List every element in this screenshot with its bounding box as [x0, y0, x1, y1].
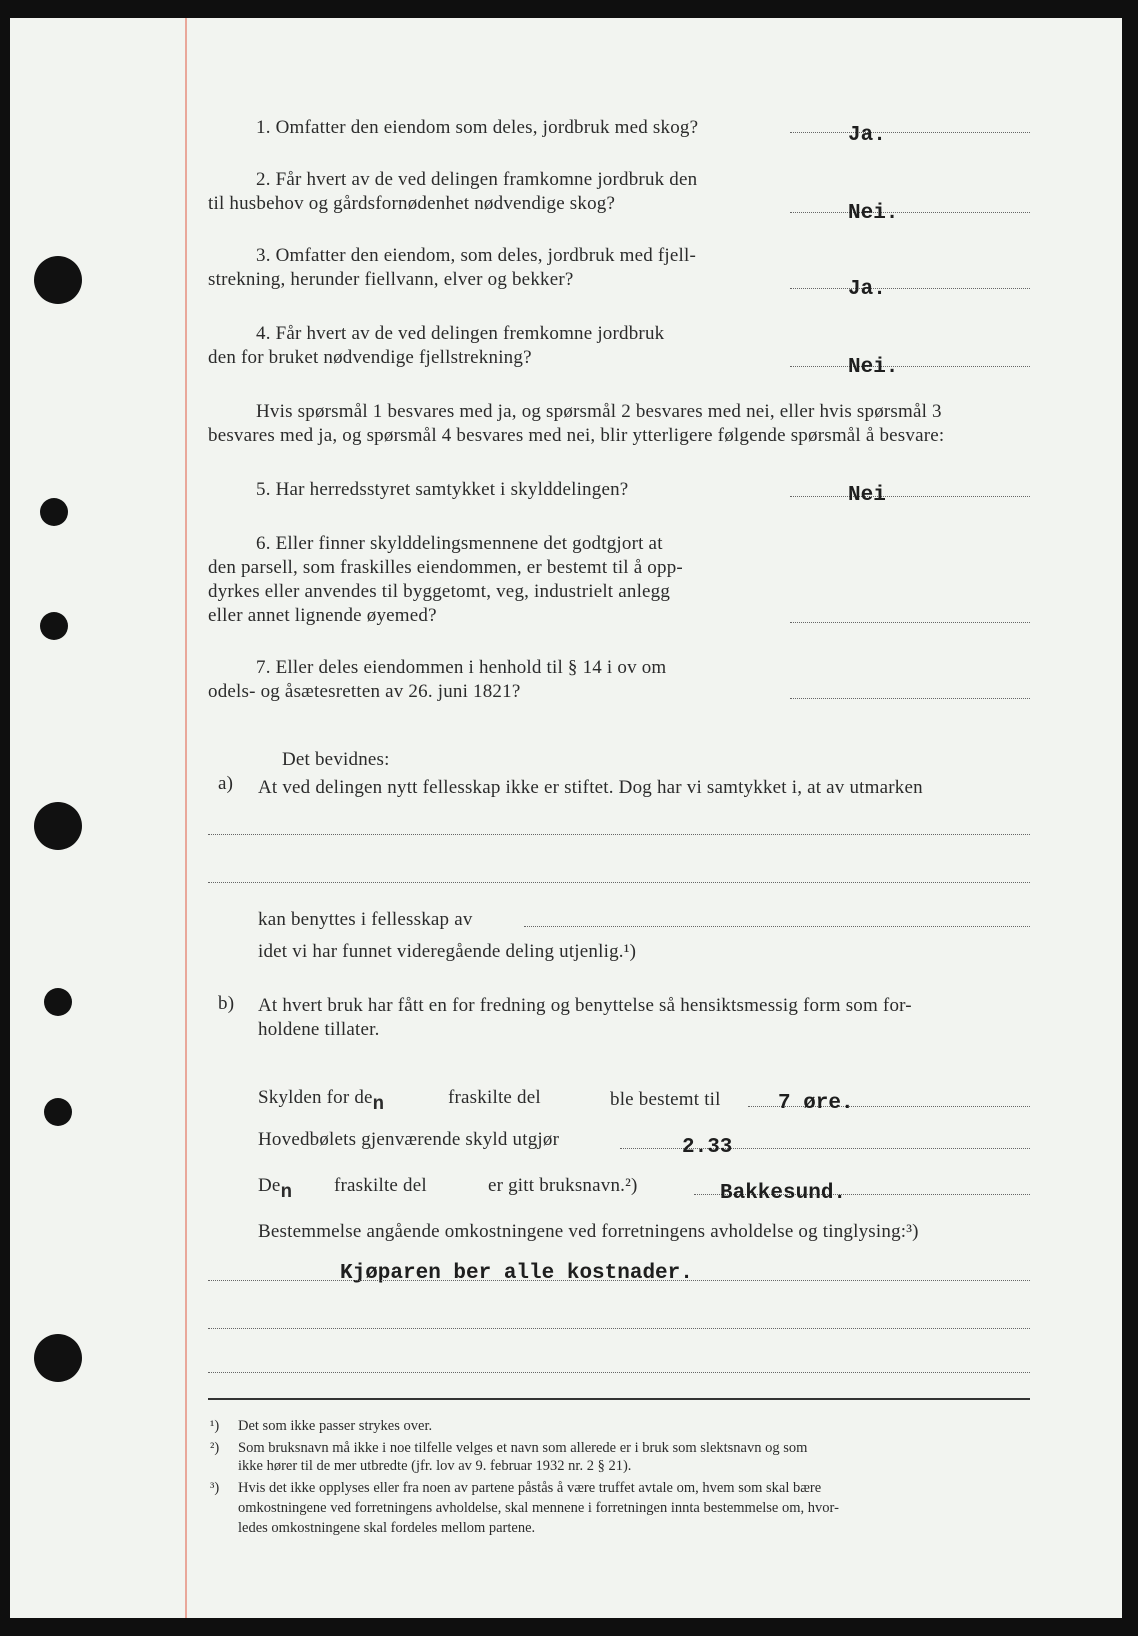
- omk-value: Kjøparen ber alle kostnader.: [340, 1262, 693, 1285]
- fill-line: [208, 1328, 1030, 1329]
- answer-line: [790, 212, 1030, 213]
- question-text: Eller deles eiendommen i henhold til § 14 i ov om: [275, 657, 667, 678]
- question-text: Omfatter den eiendom som deles, jordbruk med skog?: [275, 117, 699, 138]
- answer-1: Ja.: [848, 124, 886, 147]
- hoved-label: Hovedbølets gjenværende skyld utgjør: [258, 1129, 560, 1150]
- footnote-2-text-2: ikke hører til de mer utbredte (jfr. lov av 9. februar 1932 nr. 2 § 21).: [238, 1458, 632, 1474]
- fill-line: [208, 1280, 1030, 1281]
- question-number: 5.: [256, 479, 271, 500]
- omk-label: Bestemmelse angående omkostningene ved forretningens avholdelse og tinglysing:³): [258, 1221, 919, 1242]
- question-number: 2.: [256, 169, 271, 190]
- fill-line: [208, 882, 1030, 883]
- fill-line: [524, 926, 1030, 927]
- fill-line: [208, 1372, 1030, 1373]
- question-text: Eller finner skylddelingsmennene det godtgjort at: [275, 533, 663, 554]
- condition-line-1: Hvis spørsmål 1 besvares med ja, og spørsmål 2 besvares med nei, eller hvis spørsmål 3: [256, 401, 942, 422]
- navn-mid: fraskilte del: [334, 1175, 427, 1196]
- question-2: [256, 168, 697, 192]
- question-3: [256, 244, 696, 268]
- footnote-3-text-2: omkostningene ved forretningens avholdelse, skal mennene i forretningen innta bestemmelse om, hvor-: [238, 1500, 839, 1516]
- answer-5: Nei: [848, 484, 886, 507]
- punch-hole: [34, 256, 82, 304]
- navn-suffix: er gitt bruksnavn.²): [488, 1175, 638, 1196]
- punch-hole: [34, 802, 82, 850]
- question-2-line-2: til husbehov og gårdsfornødenhet nødvendige skog?: [208, 193, 616, 214]
- hoved-value: 2.33: [682, 1136, 733, 1159]
- punch-hole: [44, 988, 72, 1016]
- question-6: [256, 532, 663, 556]
- footnote-2-text-1: Som bruksnavn må ikke i noe tilfelle velges et navn som allerede er i bruk som slektsnavn og som: [238, 1440, 808, 1456]
- footnote-1-mark: ¹): [210, 1418, 220, 1434]
- attest-b-label: b): [218, 993, 235, 1014]
- answer-2: Nei.: [848, 202, 899, 225]
- question-number: 3.: [256, 245, 271, 266]
- question-6-line-2: den parsell, som fraskilles eiendommen, er bestemt til å opp-: [208, 557, 683, 578]
- navn-value: Bakkesund.: [720, 1182, 847, 1205]
- skyld-label: Skylden for den: [258, 1087, 385, 1115]
- answer-line: [790, 496, 1030, 497]
- punch-hole: [40, 498, 68, 526]
- attest-a-text: At ved delingen nytt fellesskap ikke er stiftet. Dog har vi samtykket i, at av utmarken: [258, 777, 923, 798]
- skyld-mid: fraskilte del: [448, 1087, 541, 1108]
- attest-a-label: a): [218, 773, 234, 794]
- attest-heading: Det bevidnes:: [282, 749, 390, 770]
- footnote-rule: [208, 1398, 1030, 1400]
- question-text: Omfatter den eiendom, som deles, jordbruk med fjell-: [275, 245, 696, 266]
- margin-line: [185, 18, 187, 1618]
- answer-line: [790, 366, 1030, 367]
- punch-hole: [40, 612, 68, 640]
- attest-b-text-1: At hvert bruk har fått en for fredning og benyttelse så hensiktsmessig form som for-: [258, 995, 912, 1016]
- condition-line-2: besvares med ja, og spørsmål 4 besvares med nei, blir ytterligere følgende spørsmål å besvare:: [208, 425, 945, 446]
- question-number: 7.: [256, 657, 271, 678]
- answer-line: [790, 288, 1030, 289]
- footnote-3-mark: ³): [210, 1480, 220, 1496]
- question-1: [256, 116, 698, 140]
- question-4: [256, 322, 664, 346]
- skyld-value: 7 øre.: [778, 1092, 854, 1115]
- typed-n: n: [280, 1181, 293, 1203]
- attest-b-text-2: holdene tillater.: [258, 1019, 380, 1040]
- punch-hole: [44, 1098, 72, 1126]
- question-7-line-2: odels- og åsætesretten av 26. juni 1821?: [208, 681, 521, 702]
- footnote-3-text-1: Hvis det ikke opplyses eller fra noen av partene påstås å være truffet avtale om, hvem som skal bære: [238, 1480, 822, 1496]
- question-5: [256, 478, 628, 502]
- question-6-line-4: eller annet lignende øyemed?: [208, 605, 437, 626]
- answer-3: Ja.: [848, 278, 886, 301]
- answer-line: [790, 622, 1030, 623]
- attest-a-line-2: kan benyttes i fellesskap av: [258, 909, 473, 930]
- question-number: 1.: [256, 117, 271, 138]
- attest-a-line-3: idet vi har funnet videregående deling utjenlig.¹): [258, 941, 637, 962]
- skyld-suffix: ble bestemt til: [610, 1089, 721, 1110]
- question-text: Får hvert av de ved delingen fremkomne jordbruk: [275, 323, 665, 344]
- question-text: Har herredsstyret samtykket i skylddelingen?: [275, 479, 629, 500]
- punch-hole: [34, 1334, 82, 1382]
- navn-label: Den: [258, 1175, 293, 1203]
- question-number: 6.: [256, 533, 271, 554]
- question-3-line-2: strekning, herunder fiellvann, elver og bekker?: [208, 269, 574, 290]
- answer-line: [790, 132, 1030, 133]
- fill-line: [208, 834, 1030, 835]
- question-text: Får hvert av de ved delingen framkomne jordbruk den: [275, 169, 698, 190]
- footnote-2-mark: ²): [210, 1440, 220, 1456]
- question-6-line-3: dyrkes eller anvendes til byggetomt, veg, industrielt anlegg: [208, 581, 671, 602]
- question-7: [256, 656, 666, 680]
- answer-line: [790, 698, 1030, 699]
- answer-4: Nei.: [848, 356, 899, 379]
- question-number: 4.: [256, 323, 271, 344]
- typed-n: n: [372, 1093, 385, 1115]
- question-4-line-2: den for bruket nødvendige fjellstrekning?: [208, 347, 532, 368]
- footnote-3-text-3: ledes omkostningene skal fordeles mellom partene.: [238, 1520, 536, 1536]
- footnote-1-text: Det som ikke passer strykes over.: [238, 1418, 433, 1434]
